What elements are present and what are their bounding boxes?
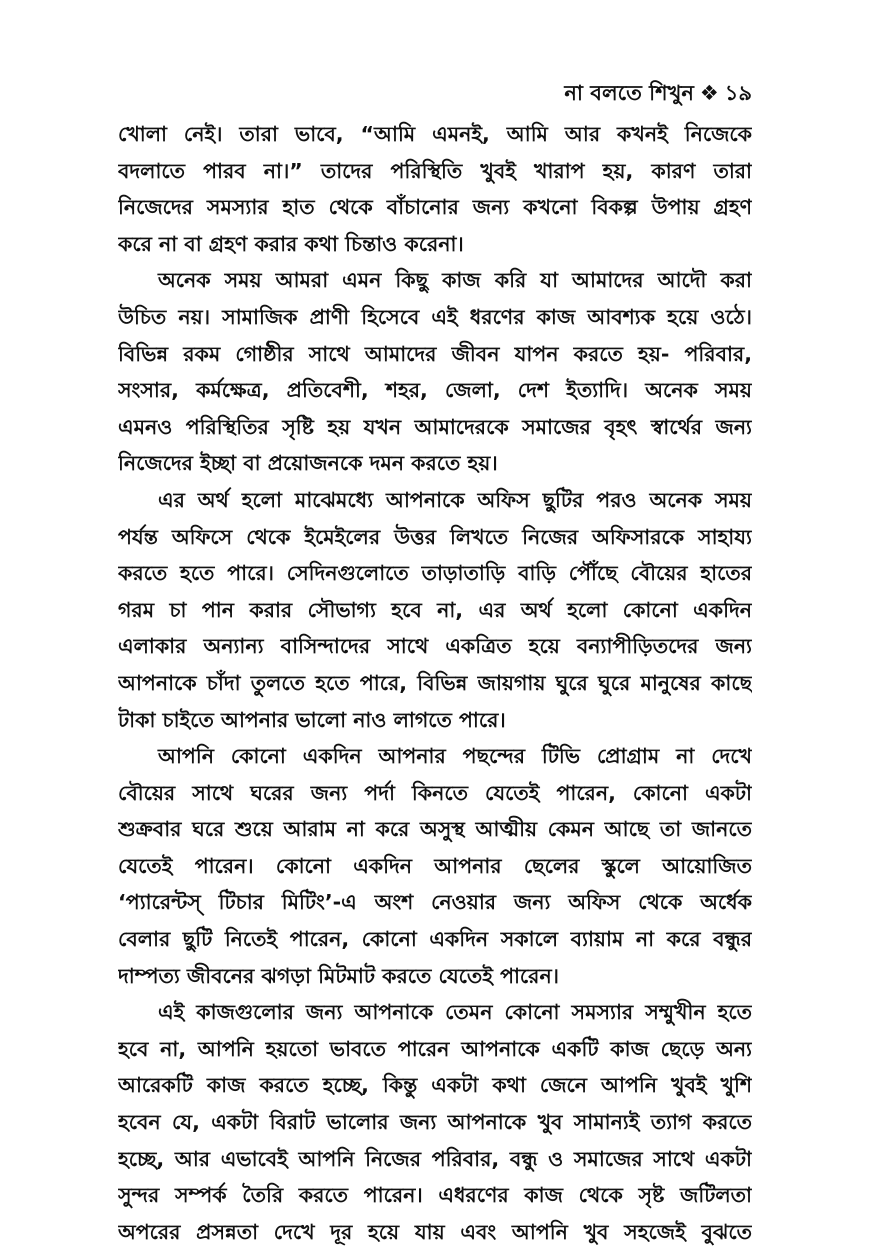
text-line: নিজেদের ইচ্ছা বা প্রয়োজনকে দমন করতে হয়। — [118, 451, 498, 476]
text-line: হবেন যে, একটা বিরাট ভালোর জন্য আপনাকে খুব সামান্যই ত্যাগ করতে — [118, 1110, 752, 1135]
running-header — [564, 80, 752, 106]
text-line: উচিত নয়। সামাজিক প্রাণী হিসেবে এই ধরণের কাজ আবশ্যক হয়ে ওঠে। — [118, 304, 752, 329]
text-line: হবে না, আপনি হয়তো ভাবতে পারেন আপনাকে একটি কাজ ছেড়ে অন্য — [118, 1036, 752, 1061]
paragraph — [118, 738, 752, 994]
text-line: করতে হতে পারে। সেদিনগুলোতে তাড়াতাড়ি বাড়ি পৌঁছে বৌয়ের হাতের — [118, 561, 752, 586]
text-line: নিজেদের সমস্যার হাত থেকে বাঁচানোর জন্য কখনো বিকল্প উপায় গ্রহণ — [118, 195, 752, 220]
text-line: করে না বা গ্রহণ করার কথা চিন্তাও করেনা। — [118, 231, 464, 256]
page-number: ১৯ — [724, 81, 752, 105]
text-line: সুন্দর সম্পর্ক তৈরি করতে পারেন। এধরণের কাজ থেকে সৃষ্ট জটিলতা — [118, 1183, 752, 1208]
paragraph — [118, 116, 752, 262]
text-line: শুক্রবার ঘরে শুয়ে আরাম না করে অসুস্থ আত্মীয় কেমন আছে তা জানতে — [118, 817, 752, 842]
text-line: এই কাজগুলোর জন্য আপনাকে তেমন কোনো সমস্যার সম্মুখীন হতে — [158, 1000, 752, 1025]
text-line: দাম্পত্য জীবনের ঝগড়া মিটমাট করতে যেতেই পারেন। — [118, 963, 560, 988]
paragraph — [118, 994, 752, 1250]
text-line: খোলা নেই। তারা ভাবে, “আমি এমনই, আমি আর কখনই নিজেকে — [118, 122, 752, 146]
ornament-separator-icon: ❖ — [699, 81, 719, 105]
text-line: সংসার, কর্মক্ষেত্র, প্রতিবেশী, শহর, জেলা, দেশ ইত্যাদি। অনেক সময় — [118, 378, 752, 403]
text-line: হচ্ছে, আর এভাবেই আপনি নিজের পরিবার, বন্ধু ও সমাজের সাথে একটা — [118, 1146, 752, 1171]
text-line: বদলাতে পারব না।” তাদের পরিস্থিতি খুবই খারাপ হয়, কারণ তারা — [118, 158, 752, 183]
text-line: বৌয়ের সাথে ঘরের জন্য পর্দা কিনতে যেতেই পারেন, কোনো একটা — [118, 780, 752, 805]
paragraph — [118, 262, 752, 482]
text-line: এলাকার অন্যান্য বাসিন্দাদের সাথে একত্রিত হয়ে বন্যাপীড়িতদের জন্য — [118, 634, 752, 659]
text-line: আপনি কোনো একদিন আপনার পছন্দের টিভি প্রোগ্রাম না দেখে — [158, 744, 752, 769]
text-line: অনেক সময় আমরা এমন কিছু কাজ করি যা আমাদের আদৌ করা — [158, 268, 752, 293]
text-line: বিভিন্ন রকম গোষ্ঠীর সাথে আমাদের জীবন যাপন করতে হয়- পরিবার, — [118, 341, 752, 366]
text-line: এর অর্থ হলো মাঝেমধ্যে আপনাকে অফিস ছুটির পরও অনেক সময় — [158, 487, 752, 512]
text-line: পর্যন্ত অফিসে থেকে ইমেইলের উত্তর লিখতে নিজের অফিসারকে সাহায্য — [118, 524, 752, 549]
text-line: যেতেই পারেন। কোনো একদিন আপনার ছেলের স্কুলে আয়োজিত — [118, 853, 752, 878]
body-text — [118, 116, 752, 1250]
text-line: অপরের প্রসন্নতা দেখে দূর হয়ে যায় এবং আপনি খুব সহজেই বুঝতে — [118, 1219, 752, 1244]
text-line: বেলার ছুটি নিতেই পারেন, কোনো একদিন সকালে ব্যায়াম না করে বন্ধুর — [118, 927, 752, 952]
text-line: আরেকটি কাজ করতে হচ্ছে, কিন্তু একটা কথা জেনে আপনি খুবই খুশি — [118, 1073, 752, 1098]
text-line: ‘প্যারেন্টস্ টিচার মিটিং’-এ অংশ নেওয়ার জন্য অফিস থেকে অর্ধেক — [118, 890, 752, 915]
book-title: না বলতে শিখুন — [564, 81, 694, 105]
text-line: আপনাকে চাঁদা তুলতে হতে পারে, বিভিন্ন জায়গায় ঘুরে ঘুরে মানুষের কাছে — [118, 670, 752, 695]
text-line: গরম চা পান করার সৌভাগ্য হবে না, এর অর্থ হলো কোনো একদিন — [118, 597, 752, 622]
text-line: এমনও পরিস্থিতির সৃষ্টি হয় যখন আমাদেরকে সমাজের বৃহৎ স্বার্থের জন্য — [118, 414, 752, 439]
text-line: টাকা চাইতে আপনার ভালো নাও লাগতে পারে। — [118, 707, 506, 732]
paragraph — [118, 482, 752, 738]
